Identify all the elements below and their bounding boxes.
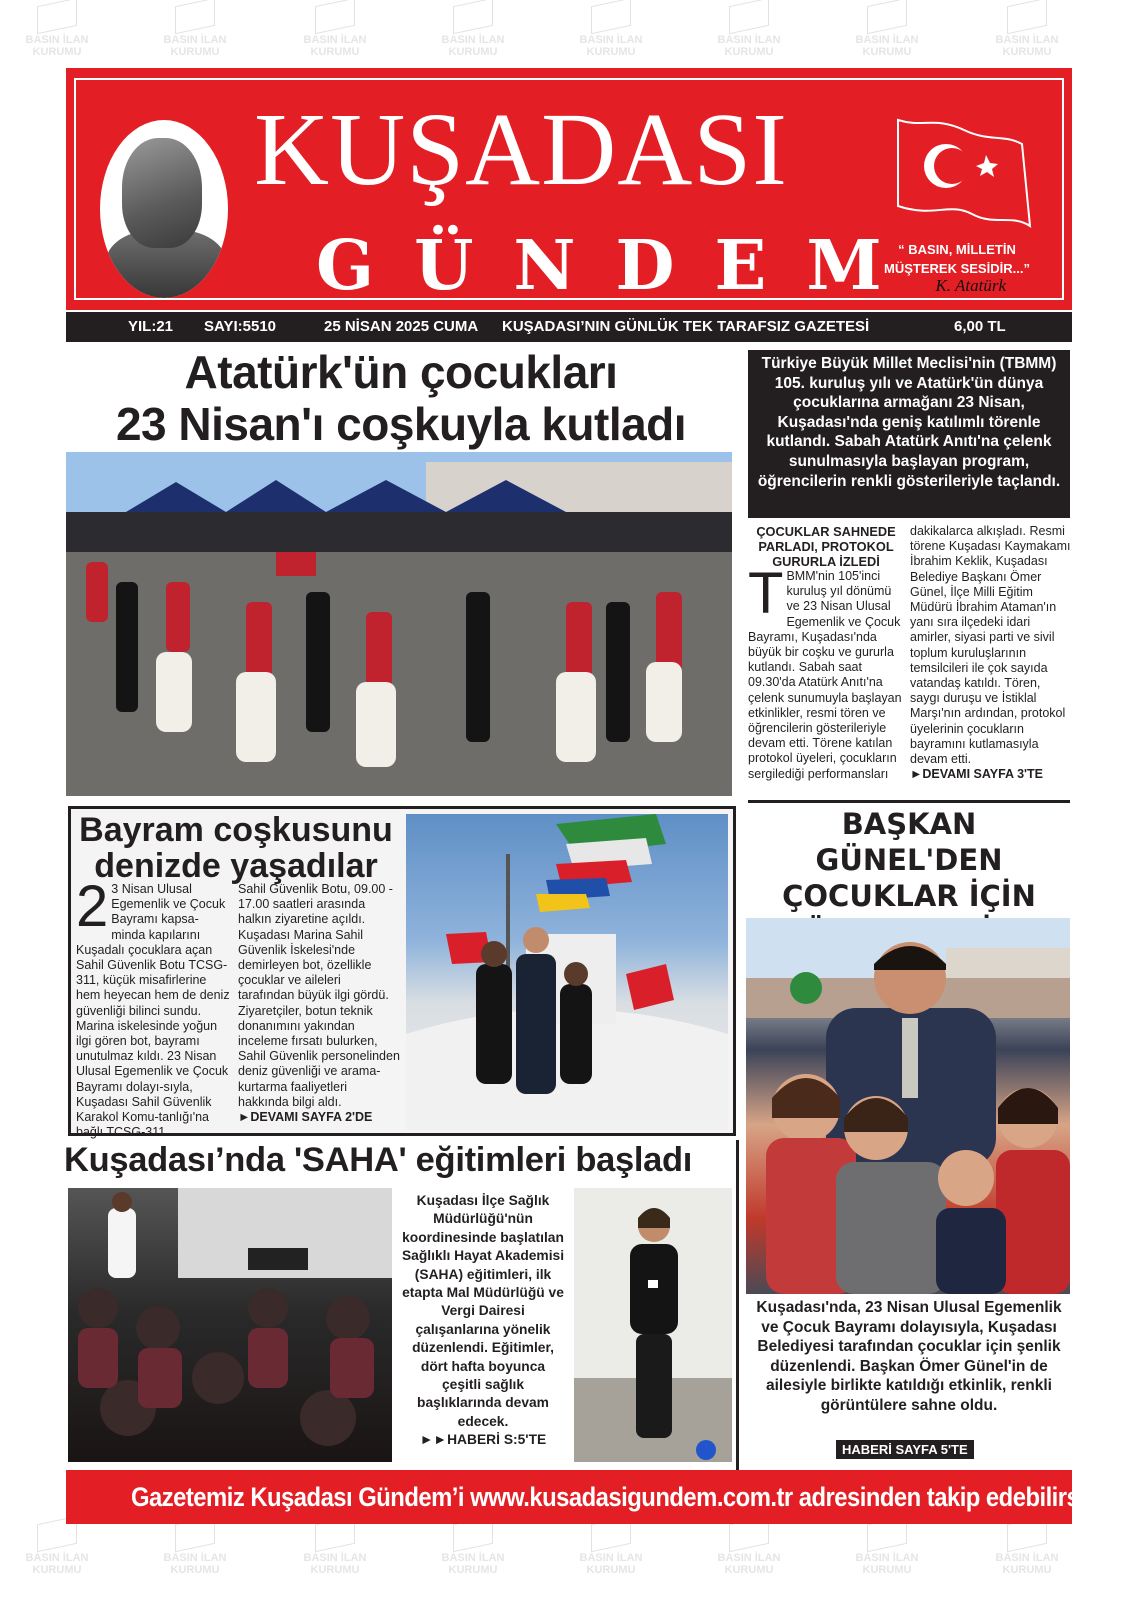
bayram-photo[interactable]	[406, 814, 728, 1130]
watermark: BASIN İLAN KURUMU	[428, 1520, 518, 1580]
saha-summary: Kuşadası İlçe Sağlık Müdürlüğü'nün koordinesinde başlatılan Sağlıklı Hayat Akademisi (SAHA) eğitimleri, ilk etapta Mal Müdürlüğü ve Vergi Dairesi çalışanlarına yönelik düzenlendi. Eğitimler, dört hafta boyunca çeşitli sağlık başlıklarında devam edecek. ►►HABERİ S:5'TE	[400, 1192, 566, 1450]
watermark: BASIN İLAN KURUMU	[290, 2, 380, 62]
watermark: BASIN İLAN KURUMU	[150, 1520, 240, 1580]
bayram-column-2-text: Sahil Güvenlik Botu, 09.00 - 17.00 saatleri arasında halkın ziyaretine açıldı. Kuşadası Marina Sahil Güvenlik İskelesi'nde demirleyen bot, özellikle çocuklar ve aileleri tarafından büyük ilgi gördü. Ziyaretçiler, botun teknik donanımını yakından inceleme fırsatı bulurken, Sahil Güvenlik personelinden deniz güvenliği ve arama-kurtarma faaliyetleri hakkında bilgi aldı.	[238, 882, 400, 1109]
lead-photo-illustration	[66, 452, 732, 796]
ataturk-portrait	[100, 120, 228, 298]
gunel-headline[interactable]: BAŞKAN GÜNEL'DEN ÇOCUKLAR İÇİN	[782, 807, 1036, 913]
year-label: YIL:21	[128, 318, 174, 335]
watermark: BASIN İLAN KURUMU	[566, 1520, 656, 1580]
bayram-column-1	[76, 874, 232, 1140]
bayram-column-1-text: 3 Nisan Ulusal Egemenlik ve Çocuk Bayramı kapsa-minda kapılarını Kuşadalı çocuklara açan Sahil Güvenlik Botu TCSG-311, küçük misafirlerine hem heyecan hem de deniz güvenliği bilinci sundu. Marina iskelesinde yoğun ilgi gören bot, bayramı unutulmaz kıldı. 23 Nisan Ulusal Egemenlik ve Çocuk Bayramı dolayı-sıyla, Kuşadası Sahil Güvenlik Karakol Komu-tanlığı'na bağlı TCSG-311	[76, 882, 230, 1140]
masthead-frame	[74, 78, 1064, 306]
lead-column-2	[910, 524, 1072, 782]
turkish-flag-icon	[894, 114, 1034, 232]
lead-photo[interactable]	[66, 452, 732, 796]
lead-column-2-text: dakikalarca alkışladı. Resmi törene Kuşadası Kaymakamı İbrahim Keklik, Kuşadası Belediye Başkanı Ömer Günel, İlçe Milli Eğitim Müdürü İbrahim Ataman'ın yanı sıra ilçedeki idari amirler, siyasi parti ve sivil toplum kuruluşlarının temsilcileri ile çok sayıda vatandaş katıldı. Tören, saygı duruşu ve İstiklal Marşı'nın ardından, protokol üyelerinin çocukların bayramını kutlamasıyla devam etti.	[910, 524, 1071, 767]
lead-dropcap: T	[748, 561, 784, 626]
watermark: BASIN İLAN KURUMU	[428, 2, 518, 62]
saha-photo-classroom[interactable]	[68, 1188, 392, 1462]
bayram-column-2	[238, 882, 400, 1125]
bayram-dropcap: 2	[76, 874, 109, 939]
watermark: BASIN İLAN KURUMU	[842, 2, 932, 62]
watermark: BASIN İLAN KURUMU	[566, 2, 656, 62]
saha-headline[interactable]: Kuşadası’nda 'SAHA' eğitimleri başladı	[64, 1141, 693, 1179]
bayram-photo-illustration	[406, 814, 728, 1130]
bayram-headline[interactable]: Bayram coşkusunu denizde yaşadılar	[79, 811, 393, 885]
newspaper-subtitle: GÜNDEM	[316, 226, 922, 306]
watermark: BASIN İLAN KURUMU	[12, 2, 102, 62]
masthead	[66, 68, 1072, 310]
column-divider	[736, 1140, 739, 1470]
watermark: BASIN İLAN KURUMU	[12, 1520, 102, 1580]
section-rule	[748, 800, 1070, 803]
bayram-continue-link[interactable]: ►DEVAMI SAYFA 2'DE	[238, 1110, 373, 1125]
watermark: BASIN İLAN KURUMU	[704, 2, 794, 62]
saha-continue-link[interactable]: ►►HABERİ S:5'TE	[419, 1432, 547, 1448]
gunel-photo-illustration	[746, 918, 1070, 1294]
gunel-summary: Kuşadası'nda, 23 Nisan Ulusal Egemenlik ve Çocuk Bayramı dolayısıyla, Kuşadası Belediyesi tarafından çocuklar için şenlik düzenlendi. Başkan Ömer Günel'in de ailesiyle birlikte katıldığı etkinlik, renkli görüntülere sahne oldu.	[756, 1299, 1062, 1414]
issue-number: SAYI:5510	[204, 318, 276, 335]
website-banner[interactable]: Gazetemiz Kuşadası Gündem’i www.kusadasigundem.com.tr adresinden takip edebilirsiniz	[66, 1470, 1072, 1524]
newspaper-title: KUŞADASI	[254, 92, 788, 207]
ataturk-motto: “ BASIN, MİLLETİN MÜŞTEREK SESİDİR...”	[884, 242, 1030, 276]
lead-column-1	[748, 524, 904, 782]
trainer-illustration	[574, 1188, 732, 1462]
lead-column-1-text: BMM'nin 105'inci kuruluş yıl dönümü ve 23 Nisan Ulusal Egemenlik ve Çocuk Bayramı, Kuşadası'nda büyük bir coşku ve gururla kutlandı. Sabah saat 09.30'da Atatürk Anıtı'na çelenk sunumuyla başlayan etkinlikler, resmi tören ve öğrencilerin gösterileriyle devam etti. Törene katılan protokol üyeleri, çocukların sergilediği performansları	[748, 569, 902, 781]
watermark: BASIN İLAN KURUMU	[150, 2, 240, 62]
watermark: BASIN İLAN KURUMU	[842, 1520, 932, 1580]
gunel-photo[interactable]	[746, 918, 1070, 1294]
lead-summary: Türkiye Büyük Millet Meclisi'nin (TBMM) 105. kuruluş yılı ve Atatürk'ün dünya çocuklarına armağanı 23 Nisan, Kuşadası'nda geniş katılımlı törenle kutlandı. Sabah Atatürk Anıtı'na çelenk sunulmasıyla başlayan program, öğrencilerin renkli gösterileriyle taçlandı.	[748, 350, 1070, 518]
watermark: BASIN İLAN KURUMU	[704, 1520, 794, 1580]
issue-info-bar	[66, 312, 1072, 342]
saha-photo-trainer[interactable]	[574, 1188, 732, 1462]
tagline: KUŞADASI’NIN GÜNLÜK TEK TARAFSIZ GAZETESİ	[502, 318, 870, 335]
watermark: BASIN İLAN KURUMU	[290, 1520, 380, 1580]
classroom-illustration	[68, 1188, 392, 1462]
lead-continue-link[interactable]: ►DEVAMI SAYFA 3'TE	[910, 767, 1043, 782]
price: 6,00 TL	[954, 318, 1006, 335]
watermark: BASIN İLAN KURUMU	[982, 2, 1072, 62]
lead-subhead: ÇOCUKLAR SAHNEDE PARLADI, PROTOKOL GURURLA İZLEDİ	[756, 524, 896, 569]
gunel-continue-link[interactable]: HABERİ SAYFA 5'TE	[836, 1440, 974, 1459]
ataturk-signature: K. Atatürk	[935, 276, 1006, 295]
lead-headline[interactable]: Atatürk'ün çocukları 23 Nisan'ı coşkuyla kutladı	[115, 346, 687, 450]
watermark: BASIN İLAN KURUMU	[982, 1520, 1072, 1580]
issue-date: 25 NİSAN 2025 CUMA	[324, 318, 479, 335]
